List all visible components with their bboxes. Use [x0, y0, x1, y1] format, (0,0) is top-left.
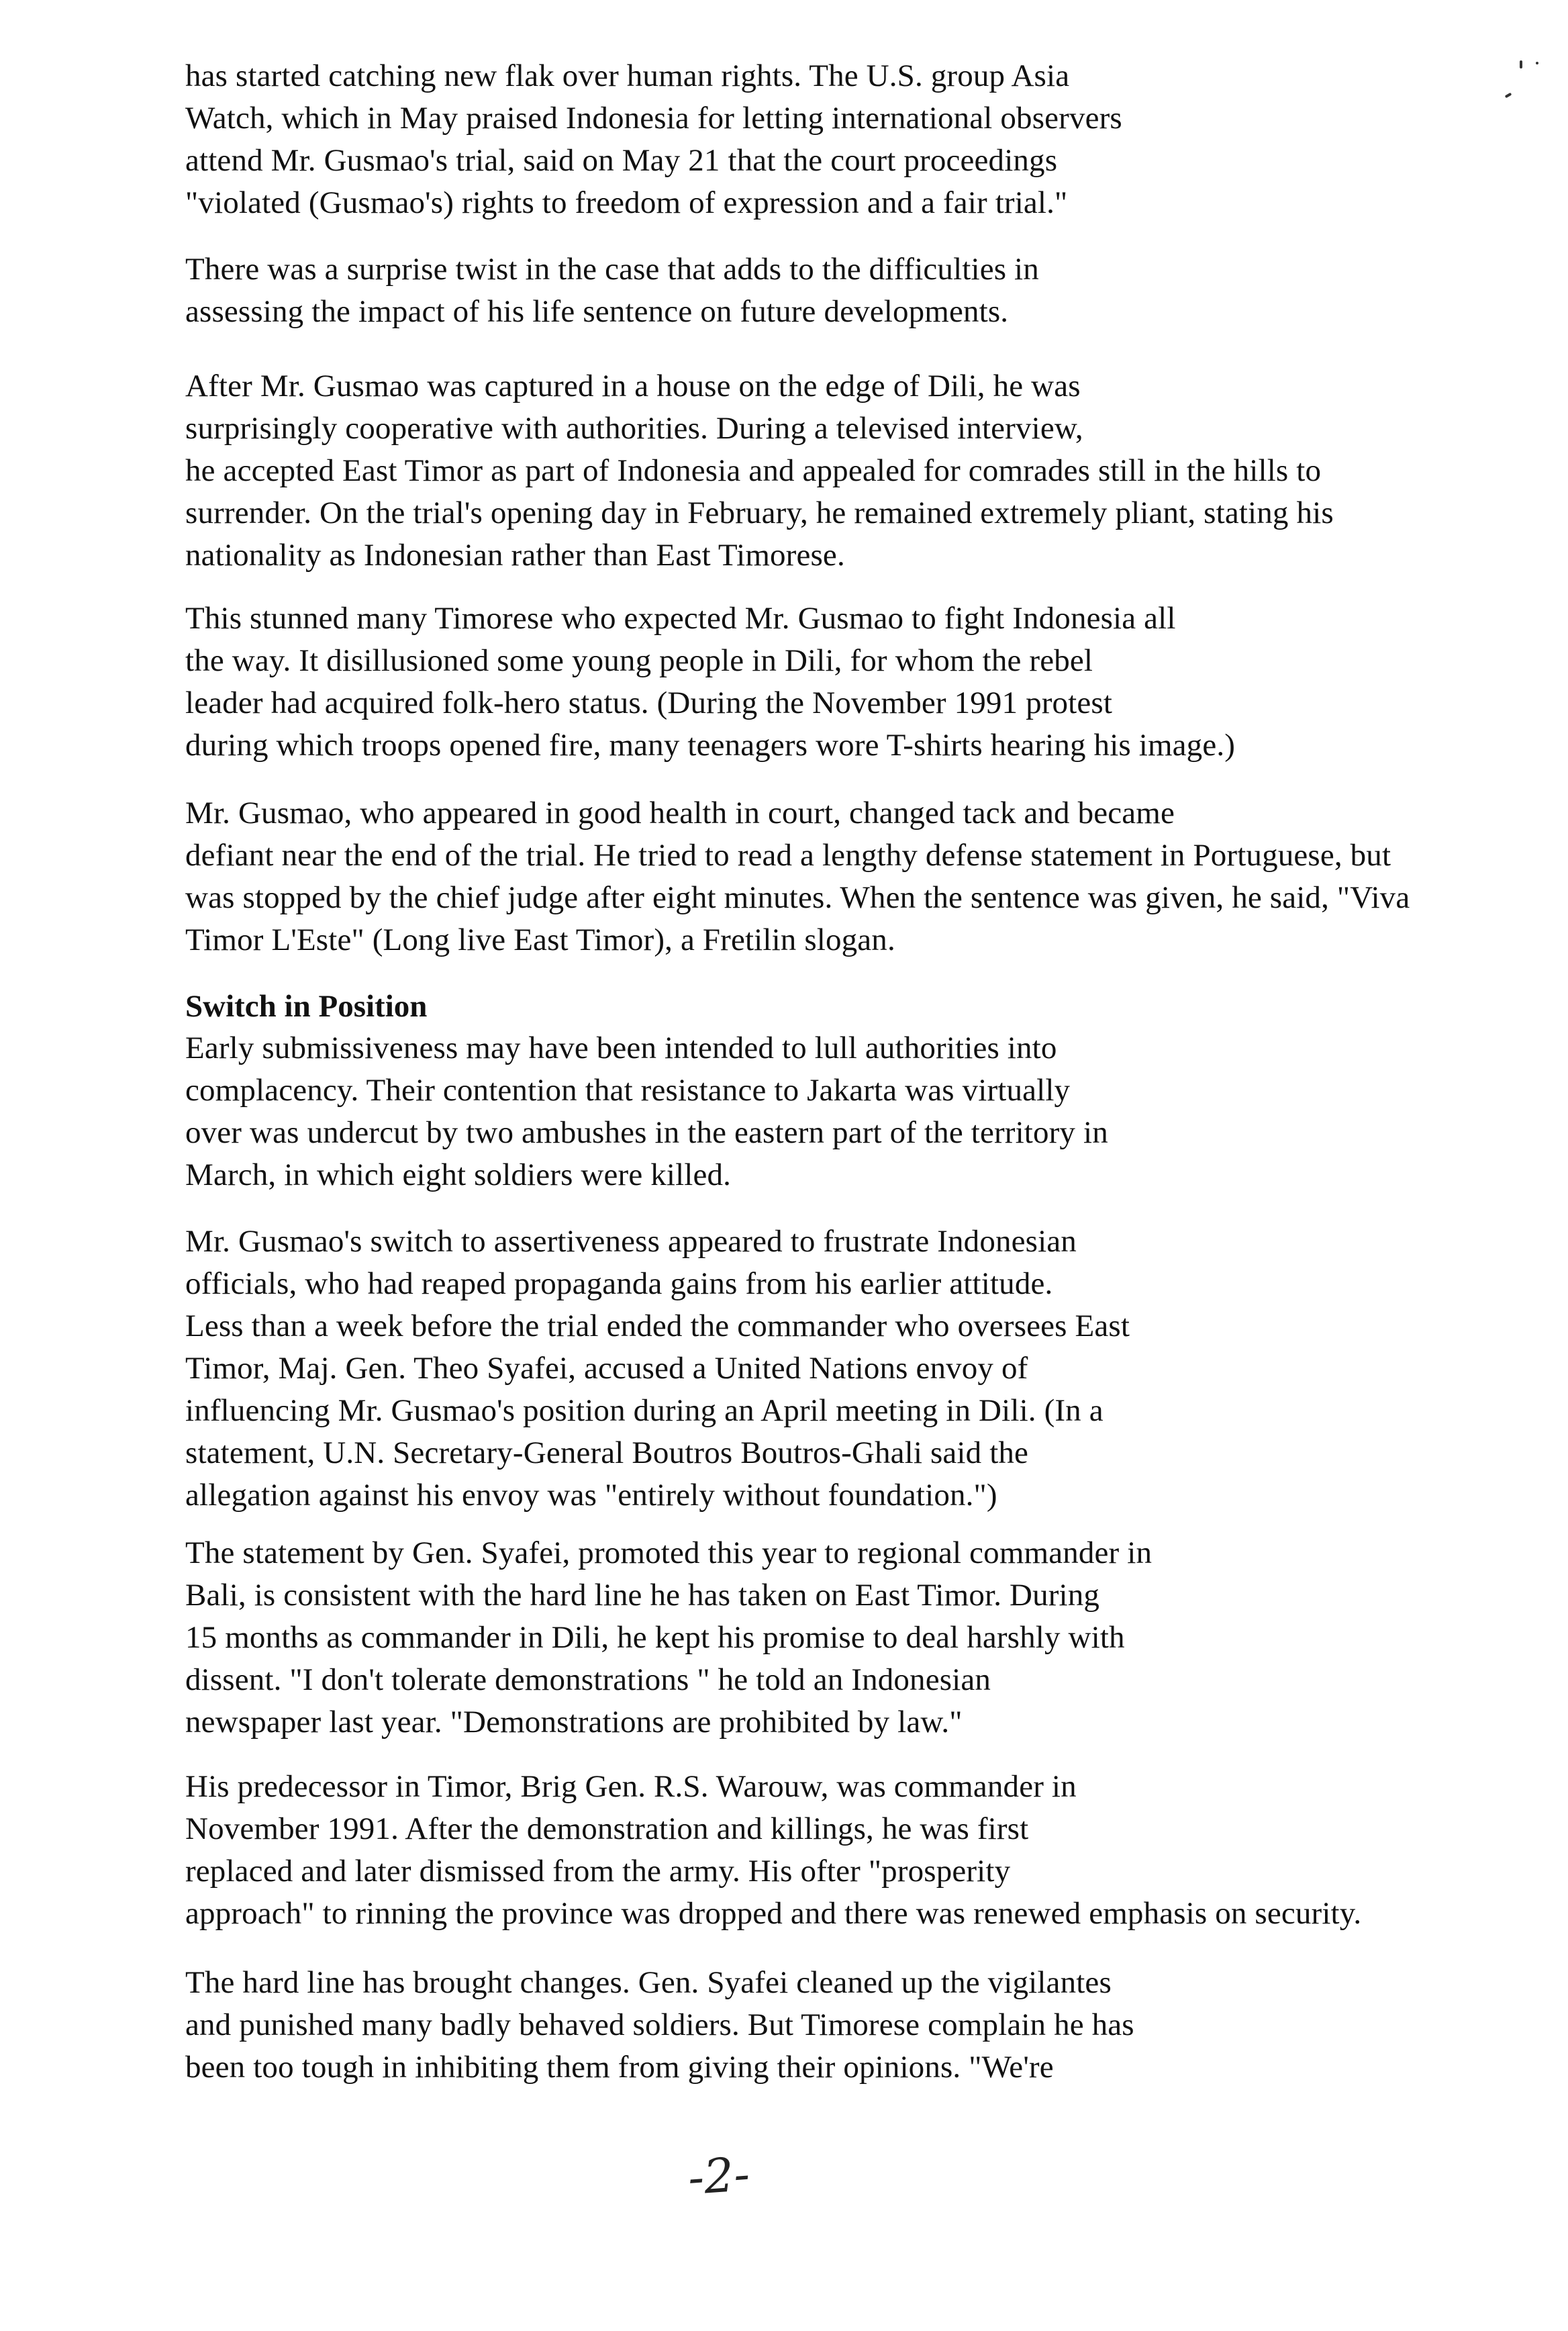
- paragraph-3: [185, 365, 1334, 577]
- paragraph-7: [185, 1221, 1130, 1517]
- text-line: he accepted East Timor as part of Indonesia and appealed for comrades still in the hills to: [185, 453, 1322, 488]
- text-line: newspaper last year. "Demonstrations are prohibited by law.": [185, 1705, 963, 1740]
- text-line: March, in which eight soldiers were killed.: [185, 1157, 732, 1192]
- text-line: nationality as Indonesian rather than East Timorese.: [185, 538, 845, 573]
- paragraph-9: [185, 1766, 1361, 1935]
- text-line: dissent. "I don't tolerate demonstrations " he told an Indonesian: [185, 1662, 991, 1697]
- text-line: has started catching new flak over human rights. The U.S. group Asia: [185, 58, 1070, 93]
- text-line: influencing Mr. Gusmao's position during an April meeting in Dili. (In a: [185, 1393, 1104, 1428]
- text-line: the way. It disillusioned some young people in Dili, for whom the rebel: [185, 643, 1093, 678]
- text-line: replaced and later dismissed from the army. His ofter "prosperity: [185, 1854, 1011, 1889]
- text-line: His predecessor in Timor, Brig Gen. R.S. Warouw, was commander in: [185, 1769, 1077, 1804]
- text-line: allegation against his envoy was "entirely without foundation."): [185, 1478, 997, 1513]
- text-line: 15 months as commander in Dili, he kept his promise to deal harshly with: [185, 1620, 1125, 1655]
- text-line: attend Mr. Gusmao's trial, said on May 21 that the court proceedings: [185, 143, 1058, 178]
- paragraph-8: [185, 1532, 1152, 1744]
- paragraph-1: [185, 55, 1122, 224]
- text-line: complacency. Their contention that resistance to Jakarta was virtually: [185, 1073, 1071, 1108]
- text-line: After Mr. Gusmao was captured in a house on the edge of Dili, he was: [185, 369, 1081, 403]
- text-line: surprisingly cooperative with authorities. During a televised interview,: [185, 411, 1083, 446]
- text-line: been too tough in inhibiting them from giving their opinions. "We're: [185, 2050, 1054, 2085]
- text-line: "violated (Gusmao's) rights to freedom of expression and a fair trial.": [185, 185, 1068, 220]
- text-line: The statement by Gen. Syafei, promoted this year to regional commander in: [185, 1535, 1153, 1570]
- page-number: -2-: [686, 2146, 752, 2206]
- text-line: surrender. On the trial's opening day in February, he remained extremely pliant, stating his: [185, 495, 1334, 530]
- paragraph-5: [185, 792, 1410, 961]
- text-line: leader had acquired folk-hero status. (During the November 1991 protest: [185, 685, 1113, 720]
- text-line: Watch, which in May praised Indonesia for letting international observers: [185, 101, 1122, 136]
- text-line: Early submissiveness may have been intended to lull authorities into: [185, 1031, 1057, 1065]
- text-line: This stunned many Timorese who expected Mr. Gusmao to fight Indonesia all: [185, 601, 1176, 636]
- text-line: There was a surprise twist in the case that adds to the difficulties in: [185, 252, 1039, 287]
- text-line: approach" to rinning the province was dropped and there was renewed emphasis on security.: [185, 1896, 1362, 1931]
- text-line: defiant near the end of the trial. He tried to read a lengthy defense statement in Portuguese, but: [185, 838, 1391, 873]
- text-line: officials, who had reaped propaganda gains from his earlier attitude.: [185, 1266, 1053, 1301]
- text-line: was stopped by the chief judge after eight minutes. When the sentence was given, he said, "Viva: [185, 880, 1410, 915]
- text-line: Timor L'Este" (Long live East Timor), a Fretilin slogan.: [185, 922, 895, 957]
- scan-speck: [1505, 93, 1512, 98]
- text-line: statement, U.N. Secretary-General Boutros Boutros-Ghali said the: [185, 1435, 1029, 1470]
- text-line: during which troops opened fire, many teenagers wore T-shirts hearing his image.): [185, 728, 1236, 763]
- paragraph-10: [185, 1962, 1134, 2089]
- text-line: Bali, is consistent with the hard line he has taken on East Timor. During: [185, 1578, 1100, 1613]
- text-line: Less than a week before the trial ended the commander who oversees East: [185, 1309, 1130, 1343]
- text-line: November 1991. After the demonstration and killings, he was first: [185, 1811, 1029, 1846]
- text-line: Mr. Gusmao, who appeared in good health in court, changed tack and became: [185, 796, 1175, 830]
- text-line: Timor, Maj. Gen. Theo Syafei, accused a United Nations envoy of: [185, 1351, 1028, 1386]
- paragraph-2: [185, 248, 1039, 333]
- scan-speck: [1536, 62, 1538, 64]
- text-line: The hard line has brought changes. Gen. Syafei cleaned up the vigilantes: [185, 1965, 1112, 2000]
- paragraph-6: [185, 1027, 1108, 1196]
- scan-speck: [1520, 60, 1522, 68]
- text-line: and punished many badly behaved soldiers. But Timorese complain he has: [185, 2007, 1134, 2042]
- paragraph-4: [185, 598, 1235, 767]
- text-line: over was undercut by two ambushes in the eastern part of the territory in: [185, 1115, 1108, 1150]
- text-line: assessing the impact of his life sentence on future developments.: [185, 294, 1009, 329]
- section-heading: Switch in Position: [185, 989, 428, 1024]
- text-line: Mr. Gusmao's switch to assertiveness appeared to frustrate Indonesian: [185, 1224, 1077, 1259]
